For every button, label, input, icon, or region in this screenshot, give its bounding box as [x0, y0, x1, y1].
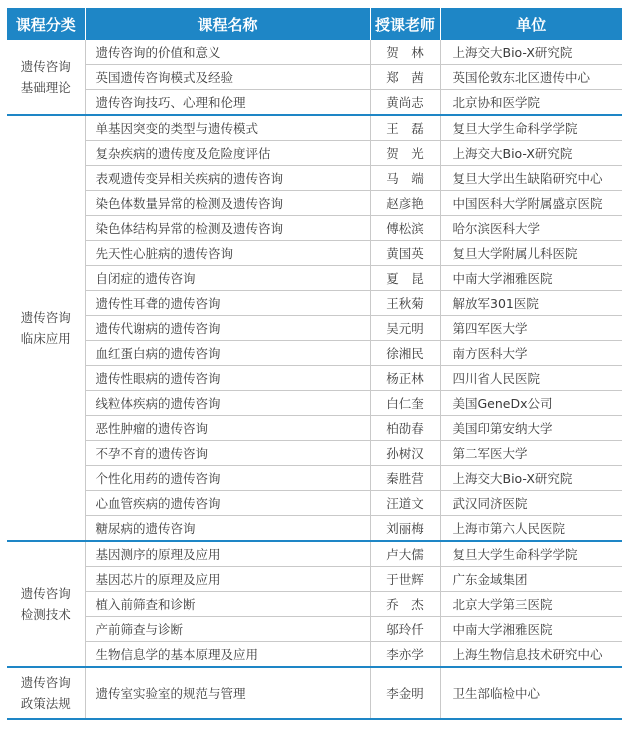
- table-row: [7, 567, 622, 592]
- teacher-cell: 于世辉: [370, 567, 440, 592]
- table-row: [7, 115, 622, 141]
- course-table: [7, 8, 622, 720]
- teacher-cell: 白仁奎: [370, 391, 440, 416]
- unit-cell: 上海市第六人民医院: [440, 516, 622, 542]
- course-name-cell: 血红蛋白病的遗传咨询: [85, 341, 370, 366]
- table-row: [7, 416, 622, 441]
- table-row: [7, 90, 622, 116]
- teacher-cell: 李亦学: [370, 642, 440, 668]
- table-row: [7, 191, 622, 216]
- unit-cell: 上海交大Bio-X研究院: [440, 141, 622, 166]
- table-row: [7, 541, 622, 567]
- teacher-cell: 黄尚志: [370, 90, 440, 116]
- course-name-cell: 遗传代谢病的遗传咨询: [85, 316, 370, 341]
- unit-cell: 四川省人民医院: [440, 366, 622, 391]
- unit-cell: 美国印第安纳大学: [440, 416, 622, 441]
- course-table-container: [7, 8, 622, 720]
- table-row: [7, 366, 622, 391]
- course-name-cell: 染色体结构异常的检测及遗传咨询: [85, 216, 370, 241]
- unit-cell: 中南大学湘雅医院: [440, 617, 622, 642]
- unit-cell: 第四军医大学: [440, 316, 622, 341]
- teacher-cell: 汪道文: [370, 491, 440, 516]
- category-cell: [7, 667, 85, 719]
- table-row: [7, 341, 622, 366]
- unit-cell: 北京协和医学院: [440, 90, 622, 116]
- header-row: [7, 8, 622, 40]
- course-name-cell: 遗传性耳聋的遗传咨询: [85, 291, 370, 316]
- table-row: [7, 441, 622, 466]
- unit-cell: 哈尔滨医科大学: [440, 216, 622, 241]
- header-course-name: 课程名称: [85, 8, 370, 40]
- table-row: [7, 316, 622, 341]
- teacher-cell: 马 端: [370, 166, 440, 191]
- unit-cell: 上海生物信息技术研究中心: [440, 642, 622, 668]
- table-row: [7, 241, 622, 266]
- unit-cell: 英国伦敦东北区遗传中心: [440, 65, 622, 90]
- course-name-cell: 不孕不育的遗传咨询: [85, 441, 370, 466]
- course-name-cell: 基因芯片的原理及应用: [85, 567, 370, 592]
- teacher-cell: 王 磊: [370, 115, 440, 141]
- course-name-cell: 先天性心脏病的遗传咨询: [85, 241, 370, 266]
- unit-cell: 复旦大学生命科学学院: [440, 541, 622, 567]
- table-row: [7, 617, 622, 642]
- category-label-line: 检测技术: [20, 607, 71, 622]
- table-row: [7, 491, 622, 516]
- table-row: [7, 266, 622, 291]
- unit-cell: 美国GeneDx公司: [440, 391, 622, 416]
- teacher-cell: 柏劭春: [370, 416, 440, 441]
- course-name-cell: 遗传性眼病的遗传咨询: [85, 366, 370, 391]
- course-name-cell: 遗传咨询技巧、心理和伦理: [85, 90, 370, 116]
- teacher-cell: 邬玲仟: [370, 617, 440, 642]
- teacher-cell: 贺 林: [370, 40, 440, 65]
- category-cell: [7, 541, 85, 667]
- unit-cell: 武汉同济医院: [440, 491, 622, 516]
- course-name-cell: 表观遗传变异相关疾病的遗传咨询: [85, 166, 370, 191]
- table-row: [7, 667, 622, 719]
- category-label-line: 基础理论: [20, 80, 71, 95]
- teacher-cell: 郑 茜: [370, 65, 440, 90]
- unit-cell: 复旦大学生命科学学院: [440, 115, 622, 141]
- course-name-cell: 基因测序的原理及应用: [85, 541, 370, 567]
- table-row: [7, 391, 622, 416]
- category-label-line: 临床应用: [20, 331, 71, 346]
- unit-cell: 复旦大学附属儿科医院: [440, 241, 622, 266]
- table-row: [7, 642, 622, 668]
- header-teacher: 授课老师: [370, 8, 440, 40]
- course-table-body: [7, 40, 622, 719]
- course-name-cell: 心血管疾病的遗传咨询: [85, 491, 370, 516]
- header-category: 课程分类: [7, 8, 85, 40]
- header-unit: 单位: [440, 8, 622, 40]
- course-name-cell: 糖尿病的遗传咨询: [85, 516, 370, 542]
- course-name-cell: 自闭症的遗传咨询: [85, 266, 370, 291]
- teacher-cell: 孙树汉: [370, 441, 440, 466]
- teacher-cell: 傅松滨: [370, 216, 440, 241]
- teacher-cell: 刘丽梅: [370, 516, 440, 542]
- teacher-cell: 李金明: [370, 667, 440, 719]
- table-row: [7, 466, 622, 491]
- table-row: [7, 592, 622, 617]
- unit-cell: 卫生部临检中心: [440, 667, 622, 719]
- teacher-cell: 吴元明: [370, 316, 440, 341]
- teacher-cell: 黄国英: [370, 241, 440, 266]
- unit-cell: 复旦大学出生缺陷研究中心: [440, 166, 622, 191]
- course-name-cell: 英国遗传咨询模式及经验: [85, 65, 370, 90]
- category-label-line: 遗传咨询: [20, 675, 71, 690]
- teacher-cell: 秦胜营: [370, 466, 440, 491]
- course-name-cell: 产前筛查与诊断: [85, 617, 370, 642]
- unit-cell: 解放军301医院: [440, 291, 622, 316]
- unit-cell: 上海交大Bio-X研究院: [440, 466, 622, 491]
- teacher-cell: 夏 昆: [370, 266, 440, 291]
- table-row: [7, 40, 622, 65]
- unit-cell: 中国医科大学附属盛京医院: [440, 191, 622, 216]
- unit-cell: 第二军医大学: [440, 441, 622, 466]
- course-name-cell: 个性化用药的遗传咨询: [85, 466, 370, 491]
- table-row: [7, 65, 622, 90]
- category-label-line: 遗传咨询: [20, 59, 71, 74]
- unit-cell: 广东金域集团: [440, 567, 622, 592]
- course-name-cell: 遗传室实验室的规范与管理: [85, 667, 370, 719]
- category-cell: [7, 40, 85, 115]
- teacher-cell: 徐湘民: [370, 341, 440, 366]
- unit-cell: 中南大学湘雅医院: [440, 266, 622, 291]
- table-row: [7, 141, 622, 166]
- course-name-cell: 生物信息学的基本原理及应用: [85, 642, 370, 668]
- course-name-cell: 恶性肿瘤的遗传咨询: [85, 416, 370, 441]
- unit-cell: 上海交大Bio-X研究院: [440, 40, 622, 65]
- course-name-cell: 线粒体疾病的遗传咨询: [85, 391, 370, 416]
- unit-cell: 南方医科大学: [440, 341, 622, 366]
- teacher-cell: 赵彦艳: [370, 191, 440, 216]
- teacher-cell: 杨正林: [370, 366, 440, 391]
- course-name-cell: 染色体数量异常的检测及遗传咨询: [85, 191, 370, 216]
- course-name-cell: 单基因突变的类型与遗传模式: [85, 115, 370, 141]
- category-cell: [7, 115, 85, 541]
- course-name-cell: 植入前筛查和诊断: [85, 592, 370, 617]
- table-row: [7, 166, 622, 191]
- teacher-cell: 乔 杰: [370, 592, 440, 617]
- category-label-line: 政策法规: [20, 696, 71, 711]
- table-row: [7, 216, 622, 241]
- table-row: [7, 291, 622, 316]
- category-label-line: 遗传咨询: [20, 310, 71, 325]
- course-name-cell: 遗传咨询的价值和意义: [85, 40, 370, 65]
- course-name-cell: 复杂疾病的遗传度及危险度评估: [85, 141, 370, 166]
- teacher-cell: 贺 光: [370, 141, 440, 166]
- unit-cell: 北京大学第三医院: [440, 592, 622, 617]
- table-row: [7, 516, 622, 542]
- category-label-line: 遗传咨询: [20, 586, 71, 601]
- teacher-cell: 卢大儒: [370, 541, 440, 567]
- teacher-cell: 王秋菊: [370, 291, 440, 316]
